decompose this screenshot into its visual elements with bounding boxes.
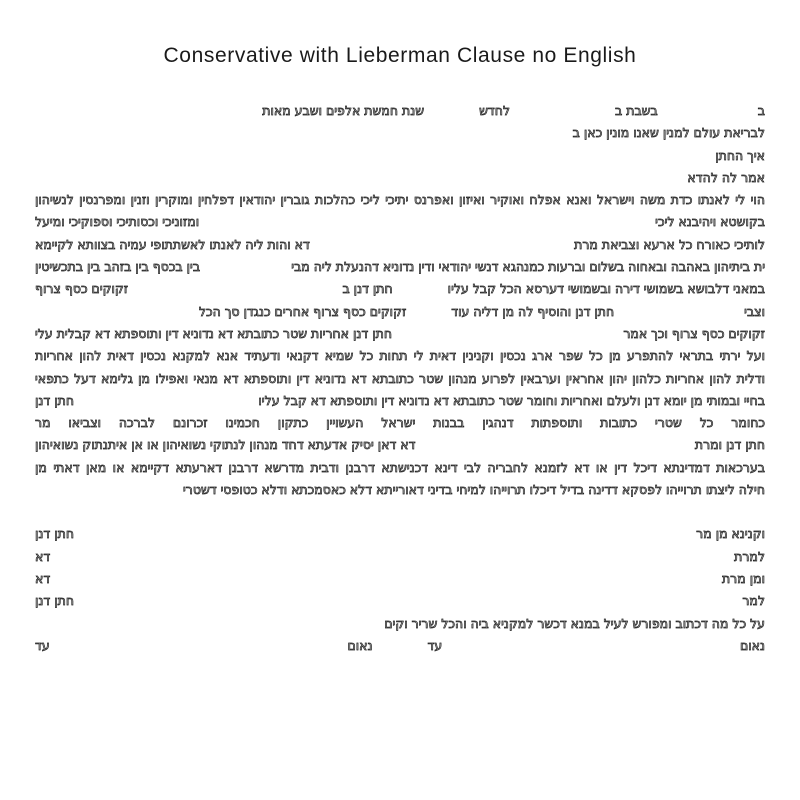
groom-intro-label: איך החתן [715, 147, 765, 163]
text-segment: חתן דנן אחריות שטר כתובתא דא נדוניא דין ותוספתא דא קבלית עלי [35, 325, 392, 341]
text-segment: דא דאן יסיק אדעתא דחד מנהון לנתוקי נשואיהון או אן איתנתוק נשואיהון [35, 437, 416, 453]
text-segment: ומזוניכי וכסותיכי וספוקיכי ומיעל [35, 214, 200, 230]
ketubah-line [35, 167, 765, 189]
ketubah-line [35, 278, 765, 300]
text-segment: בין בכסף בין בזהב בין בתכשיטין [35, 259, 201, 275]
ketubah-text [35, 100, 765, 657]
text-segment: וצבי [744, 303, 765, 319]
month-label: לחדש [479, 103, 511, 118]
text-segment: חילה ליצתו תרוייהו לפסקא דדינה בדיל דיכלו תרוייהו למיחי בדיני דאורייתא דלא כאסמכתא ודלא כטופסי דשטרי [183, 482, 765, 498]
ketubah-line [35, 345, 765, 367]
naum-label: נאום [739, 637, 765, 653]
bride-designation-label: דא [35, 548, 51, 564]
ketubah-line [35, 256, 765, 278]
ketubah-line [35, 211, 765, 233]
ketubah-line-kinyan [35, 523, 765, 545]
text-segment: זקוקים כסף צרוף אחרים כנגדן סך הכל [198, 303, 407, 319]
witness-label: עד [35, 637, 50, 653]
text-segment: ית ביתיהון באהבה ובאחוה בשלום וברעות כמנהגא דנשי יהודאי ודין נדוניא דהנעלת ליה מבי [291, 259, 765, 275]
ketubah-line-lieberman [35, 434, 765, 456]
text-segment: לותיכי כאורח כל ארעא וצביאת מרת [574, 236, 765, 252]
ketubah-line [35, 323, 765, 345]
text-segment: במאני דלבושא בשמושי דירה ובשמושי דערסא הכל קבל עליו [447, 281, 765, 297]
text-segment: כחומר כל שטרי כתובות ותוספתות דנהגין בבנות ישראל העשויין כתקון חכמינו זכרונם לברכה וצביאו מר [35, 415, 765, 431]
witness-label: עד [427, 637, 443, 653]
text-segment: דא והות ליה לאנתו לאשתתופי עמיה בצוותא לקיימא [35, 236, 310, 252]
text-segment: חתן דנן ומרת [694, 437, 765, 453]
text-segment: זקוקים כסף צרוף וכך אמר [623, 325, 765, 341]
ketubah-line-kinyan [35, 546, 765, 568]
groom-designation-label: חתן דנן [35, 392, 74, 408]
text-segment: ועל ירתי בתראי להתפרע מן כל שפר ארג נכסין וקנינין דאית לי תחות כל שמיא דקנאי ודעתיד אנא למקנא נכסין דאית להון אחריות [35, 348, 765, 364]
text-segment: לבריאת עולם למנין שאנו מונין כאן ב [572, 125, 765, 141]
text-segment: ודלית להון אחריות כלהון יהון אחראין וערבאין לפרוע מנהון שטר כתובתא דא נדוניא דין ותוספתא דא מנאי ואפילו מן גלימא דעל כתפאי [35, 370, 765, 386]
ketubah-line [35, 390, 765, 412]
ketubah-line-kinyan [35, 568, 765, 590]
ketubah-line-lieberman [35, 479, 765, 501]
text-segment: בערכאות דמדינתא דיכל דין או דא לזמנא לחבריה לבי דינא דכנישתא דרבנן ודבית מדרשא דרבנן דארעתא דקיימא או מאן דאתי מן [35, 459, 765, 475]
page-title: Conservative with Lieberman Clause no English [163, 44, 637, 67]
text-segment: בקושטא ויהיבנא ליכי [655, 214, 765, 230]
signature-line [35, 635, 765, 657]
ketubah-line [35, 412, 765, 434]
ketubah-line-kinyan [35, 590, 765, 612]
year-label: שנת חמשת אלפים ושבע מאות [262, 103, 425, 118]
groom-designation-label: חתן דנן [35, 526, 74, 542]
text-segment: על כל מה דכתוב ומפורש לעיל במנא דכשר למקניא ביה והכל שריר וקים [384, 615, 765, 631]
bride-designation-label: דא [35, 570, 51, 586]
naum-label: נאום [347, 637, 373, 653]
ketubah-line [35, 234, 765, 256]
weekday-label: בשבת ב [615, 103, 658, 118]
text-segment: למר [742, 593, 765, 609]
groom-designation-label: חתן דנן [35, 593, 74, 609]
text-segment: חתן דנן והוסיף לה מן דליה עוד [451, 303, 615, 319]
text-segment: חתן דנן ב [342, 281, 393, 297]
ketubah-line [35, 301, 765, 323]
text-segment: בחיי ובמותי מן יומא דנן ולעלם ואחריות וחומר שטר כתובתא דא נדוניא דין ותוספתא דא קבל עליו [258, 392, 765, 408]
ketubah-line-date [35, 100, 765, 122]
ketubah-line [35, 122, 765, 144]
ketubah-line [35, 368, 765, 390]
day-prefix: ב [757, 103, 765, 118]
ketubah-line-closing [35, 613, 765, 635]
text-segment: ומן מרת [721, 570, 765, 586]
text-segment: הוי לי לאנתו כדת משה וישראל ואנא אפלח ואוקיר ואיזון ואפרנס יתיכי ליכי כהלכות גוברין יהודאין דפלחין ומוקרין וזנין ומפרנסין לנשיהון [35, 192, 765, 208]
text-segment: למרת [734, 548, 765, 564]
ketubah-line-lieberman [35, 457, 765, 479]
ketubah-line [35, 145, 765, 167]
text-segment: וקנינא מן מר [696, 526, 765, 542]
text-segment: זקוקים כסף צרוף [35, 281, 129, 297]
ketubah-line [35, 189, 765, 211]
text-segment: אמר לה להדא [687, 169, 765, 185]
